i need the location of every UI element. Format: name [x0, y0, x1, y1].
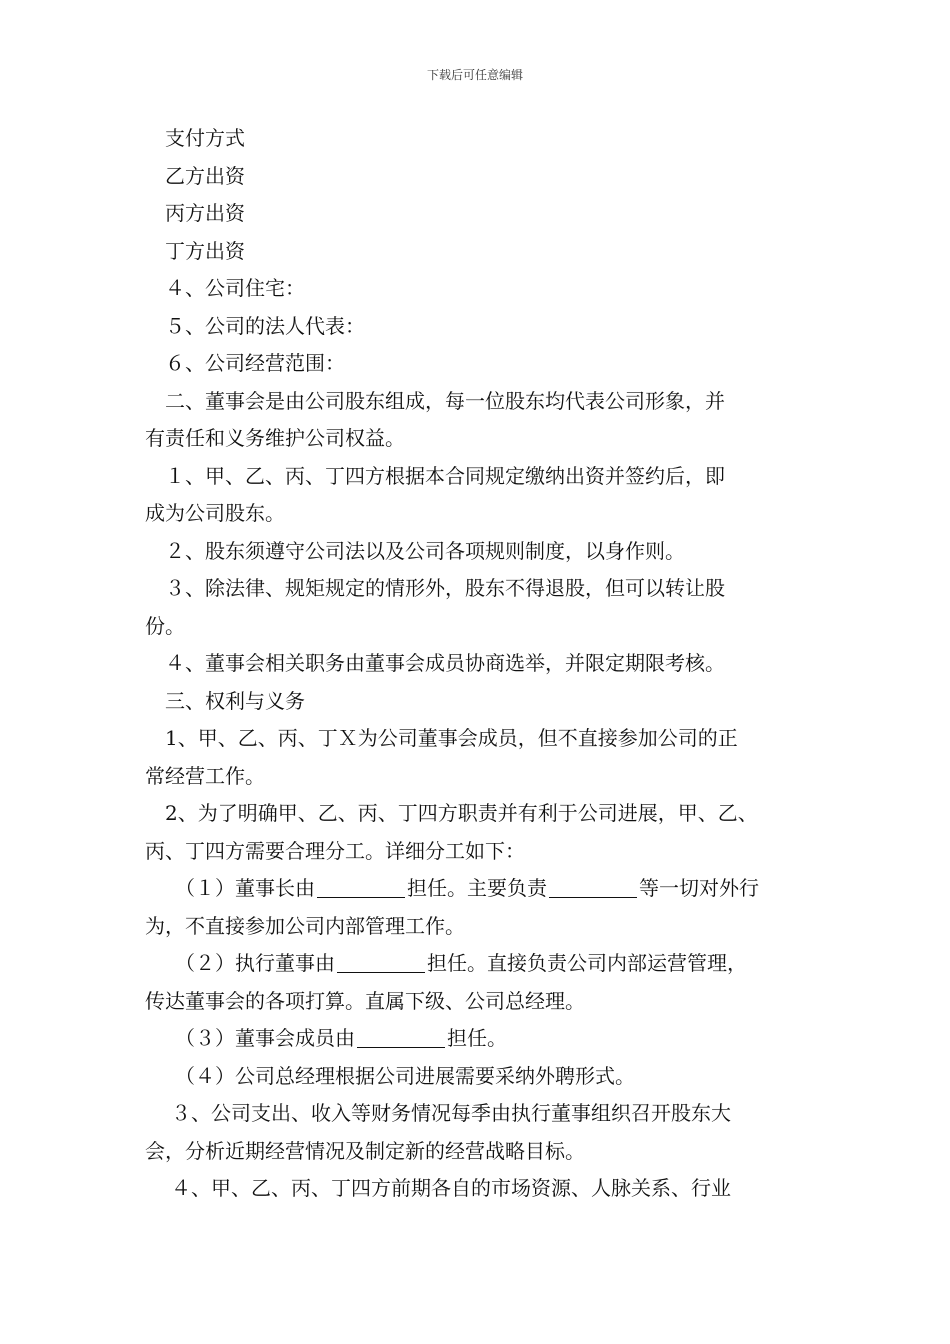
text-segment: 担任。主要负责: [407, 876, 547, 900]
text-line: [145, 945, 815, 983]
text-line: １、甲、乙、丙、丁四方根据本合同规定缴纳出资并签约后，即: [165, 463, 725, 488]
text-line: ２、股东须遵守公司法以及公司各项规则制度，以身作则。: [165, 538, 685, 563]
section-heading: 三、权利与义务: [165, 688, 305, 713]
page-header: 下载后可任意编辑: [426, 68, 523, 82]
text-segment: 担任。直接负责公司内部运营管理，: [427, 951, 747, 975]
text-line: ６、公司经营范围：: [165, 351, 345, 375]
fill-blank: [317, 877, 405, 898]
text-line: 丁方出资: [165, 238, 245, 263]
text-segment: （２）执行董事由: [175, 951, 335, 975]
text-line: 会，分析近期经营情况及制定新的经营战略目标。: [145, 1138, 585, 1163]
text-line: 成为公司股东。: [145, 501, 285, 525]
fill-blank: [357, 1027, 445, 1048]
text-line: [145, 870, 815, 908]
fill-blank: [337, 952, 425, 973]
text-line: ３、除法律、规矩规定的情形外，股东不得退股，但可以转让股: [165, 576, 725, 600]
text-segment: （３）董事会成员由: [175, 1026, 355, 1050]
fill-blank: [549, 877, 637, 898]
text-line: 丙、丁四方需要合理分工。详细分工如下：: [145, 838, 525, 863]
text-line: ４、甲、乙、丙、丁四方前期各自的市场资源、人脉关系、行业: [171, 1176, 731, 1200]
text-line: ５、公司的法人代表：: [165, 313, 365, 338]
text-segment: 等一切对外行: [639, 876, 759, 900]
text-line: ４、公司住宅：: [165, 276, 305, 300]
section-heading: 二、董事会是由公司股东组成，每一位股东均代表公司形象，并: [165, 388, 725, 413]
text-line: 份。: [145, 613, 185, 638]
text-line: 为，不直接参加公司内部管理工作。: [145, 913, 465, 938]
text-line: 支付方式: [165, 126, 245, 150]
text-line: 2、为了明确甲、乙、丙、丁四方职责并有利于公司进展，甲、乙、: [165, 801, 758, 825]
text-line: 乙方出资: [165, 163, 245, 188]
text-line: [145, 1020, 815, 1058]
text-segment: 担任。: [447, 1026, 507, 1050]
text-line: 传达董事会的各项打算。直属下级、公司总经理。: [145, 988, 585, 1013]
text-segment: （１）董事长由: [175, 876, 315, 900]
text-line: ４、董事会相关职务由董事会成员协商选举，并限定期限考核。: [165, 651, 725, 675]
text-line: 丙方出资: [165, 201, 245, 225]
text-line: 有责任和义务维护公司权益。: [145, 426, 405, 450]
document-body: [145, 120, 815, 1208]
text-line: 常经营工作。: [145, 763, 265, 788]
text-line: ３、公司支出、收入等财务情况每季由执行董事组织召开股东大: [171, 1101, 731, 1125]
text-line: 1、甲、乙、丙、丁Ｘ为公司董事会成员，但不直接参加公司的正: [165, 726, 738, 750]
text-line: （４）公司总经理根据公司进展需要采纳外聘形式。: [175, 1063, 635, 1088]
